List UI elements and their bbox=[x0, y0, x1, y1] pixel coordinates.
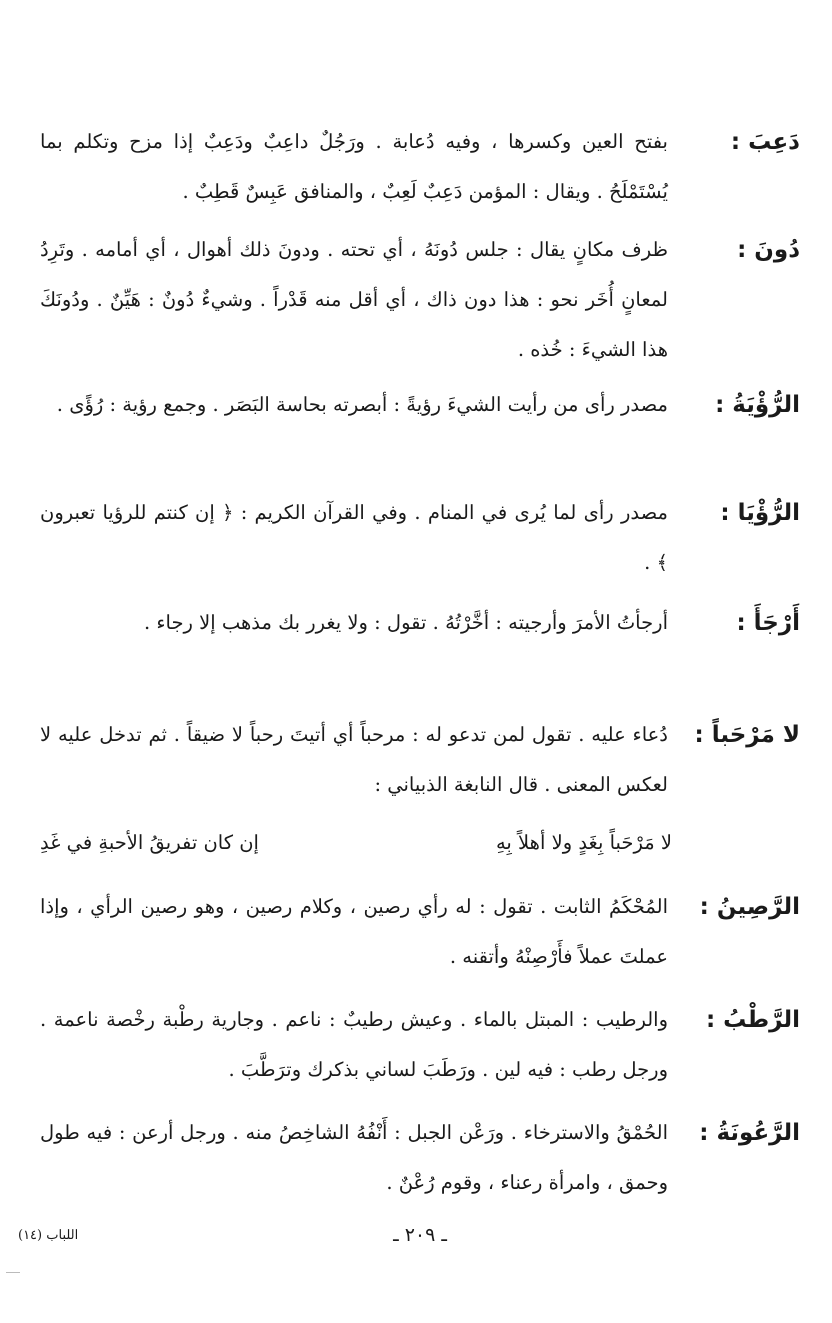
scan-artifact bbox=[6, 1272, 20, 1273]
entry-definition: مصدر رأى من رأيت الشيءَ رؤيةً : أبصرته بحاسة البَصَر . وجمع رؤية : رُؤًى . bbox=[56, 393, 668, 416]
entry-headword: دَعِبَ : bbox=[730, 129, 800, 155]
entry-definition: أرجأتُ الأمرَ وأرجيته : أخَّرْتُهُ . تقول : ولا يغرر بك مذهب إلا رجاء . bbox=[143, 611, 668, 634]
entry-headword: الرَّطْبُ : bbox=[705, 1007, 800, 1033]
entry-ruya bbox=[40, 380, 800, 430]
entry-headword: الرُّؤْيَا : bbox=[720, 500, 800, 526]
entry-definition: دُعاء عليه . تقول لمن تدعو له : مرحباً أي أتيتَ رحباً لا ضيقاً . ثم تدخل عليه لا لعكس المعنى . قال النابغة الذبياني : bbox=[40, 723, 668, 796]
printer-signature: اللباب (١٤) bbox=[18, 1228, 79, 1243]
entry-doona bbox=[40, 225, 800, 375]
entry-raoona bbox=[40, 1108, 800, 1208]
entry-headword: دُونَ : bbox=[737, 237, 800, 263]
entry-la-marhaban bbox=[40, 710, 800, 810]
verse-second-hemistich: إن كان تفريقُ الأحبةِ في غَدِ bbox=[40, 831, 259, 854]
entry-ruyaa bbox=[40, 488, 800, 588]
entry-definition: مصدر رأى لما يُرى في المنام . وفي القرآن الكريم : ﴿ إن كنتم للرؤيا تعبرون ﴾ . bbox=[40, 501, 668, 574]
entry-headword: الرُّؤْيَةُ : bbox=[715, 392, 800, 418]
entry-ratb bbox=[40, 995, 800, 1095]
entry-arjaa bbox=[40, 598, 800, 648]
entry-definition: والرطيب : المبتل بالماء . وعيش رطيبٌ : ناعم . وجارية رطْبة رخْصة ناعمة . ورجل رطب : فيه لين . ورَطَبَ لساني بذكرك وترَطَّبَ . bbox=[40, 1008, 668, 1081]
entry-headword: الرَّصِينُ : bbox=[699, 894, 800, 920]
entry-headword: لا مَرْحَباً : bbox=[694, 722, 800, 748]
page-number: ـ ٢٠٩ ـ bbox=[393, 1224, 447, 1246]
verse-first-hemistich: لا مَرْحَباً بِغَدٍ ولا أهلاً بِهِ bbox=[495, 831, 672, 854]
entry-definition: ظرف مكانٍ يقال : جلس دُونَهُ ، أي تحته . ودونَ ذلك أهوال ، أي أمامه . وتَرِدُ لمعانٍ أُخَر نحو : هذا دون ذاك ، أي أقل منه قَدْراً . وشيءٌ دُونٌ : هَيِّنٌ . ودُونَكَ هذا الشيءَ : خُذه . bbox=[40, 238, 668, 361]
entry-definition: الحُمْقُ والاسترخاء . ورَعْن الجبل : أَنْفُهُ الشاخِصُ منه . ورجل أرعن : فيه طول وحمق ، وامرأة رعناء ، وقوم رُعْنٌ . bbox=[40, 1121, 668, 1194]
entry-definition: المُحْكَمُ الثابت . تقول : له رأي رصين ، وكلام رصين ، وهو رصين الرأي ، وإذا عملتَ عملاً فأَرْصِنْهُ وأتقنه . bbox=[40, 895, 668, 968]
poetry-verse bbox=[40, 818, 672, 868]
entry-headword: الرَّعُونَةُ : bbox=[699, 1120, 800, 1146]
entry-headword: أَرْجَأَ : bbox=[736, 610, 800, 636]
entry-daib bbox=[40, 117, 800, 217]
entry-definition: بفتح العين وكسرها ، وفيه دُعابة . ورَجُلٌ داعِبٌ ودَعِبٌ إذا مزح وتكلم بما يُسْتَمْلَحُ . ويقال : المؤمن دَعِبٌ لَعِبٌ ، والمنافق عَبِسٌ قَطِبٌ . bbox=[40, 130, 668, 203]
entry-raseen bbox=[40, 882, 800, 982]
